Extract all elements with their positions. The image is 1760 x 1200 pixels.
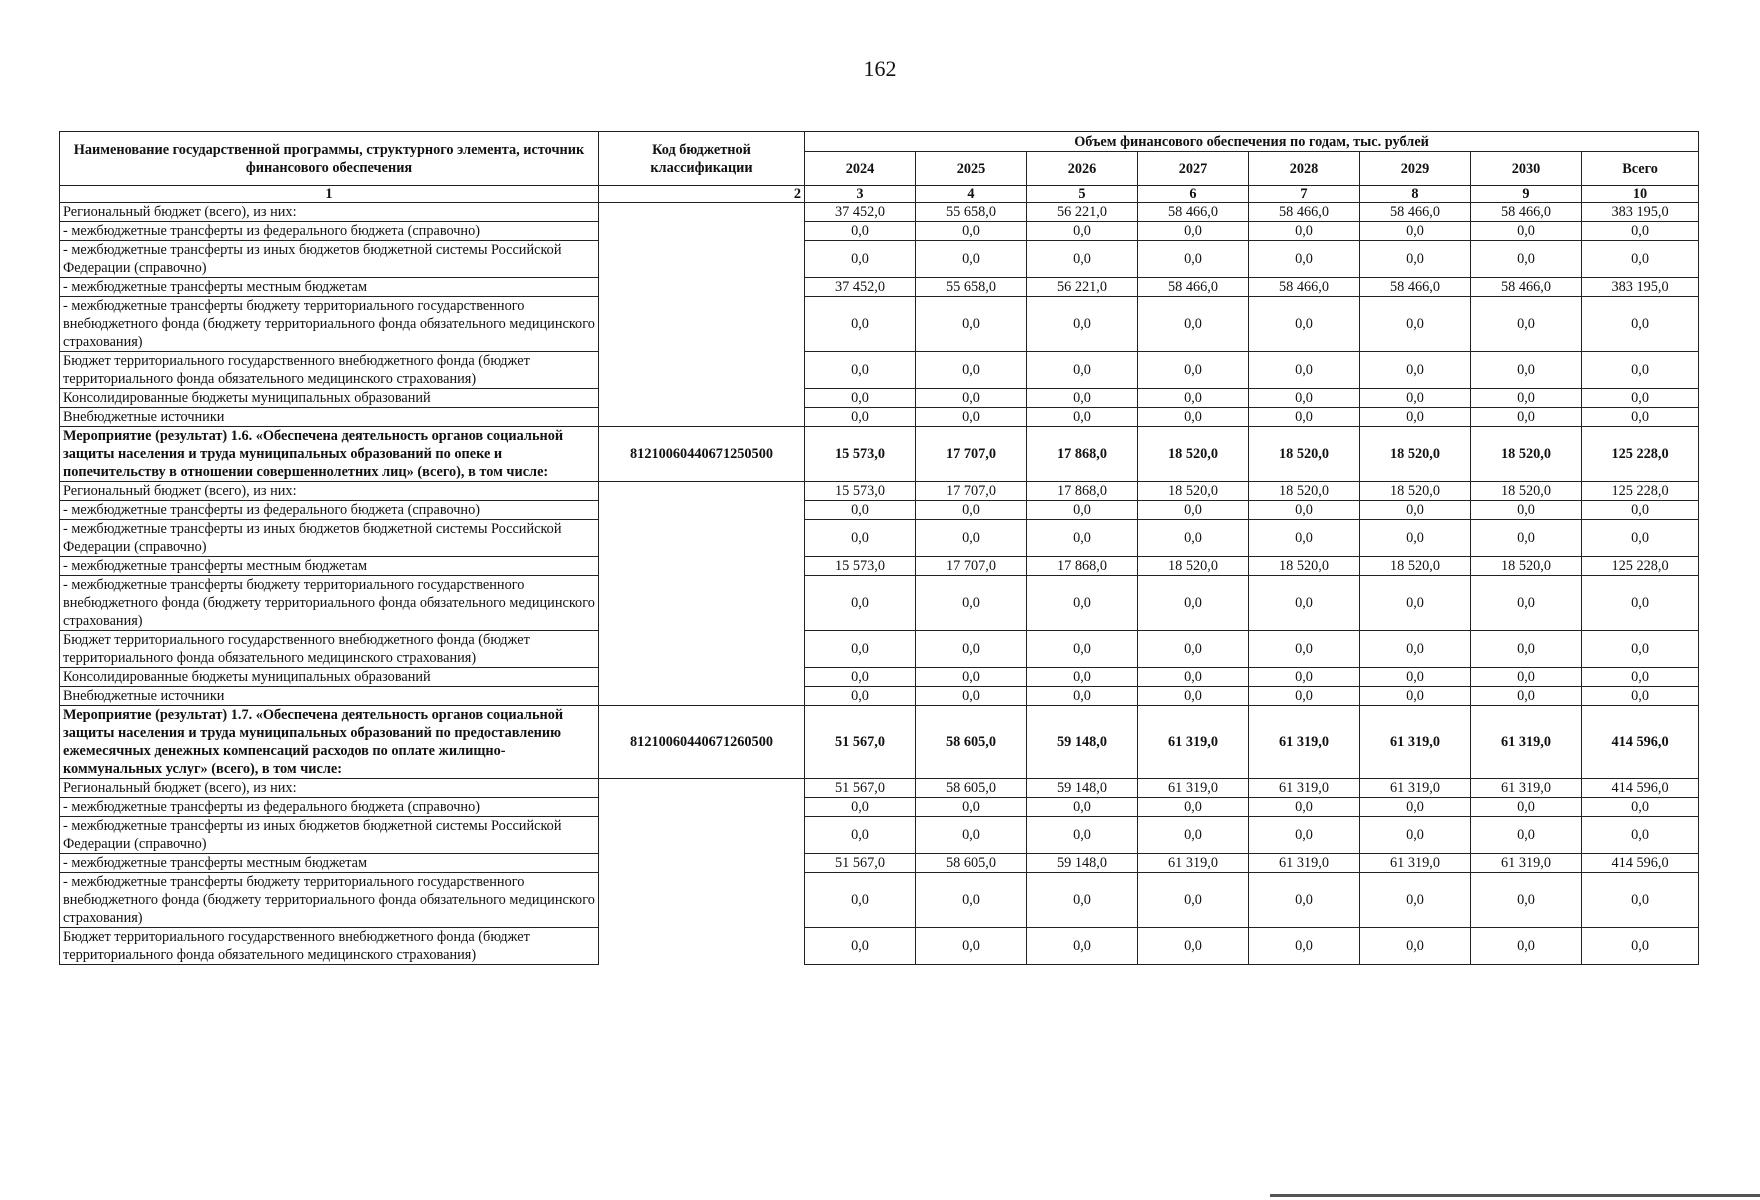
- row-year-value: 0,0: [1027, 297, 1138, 352]
- row-year-value: 0,0: [1471, 873, 1582, 928]
- row-year-value: 0,0: [1471, 687, 1582, 706]
- row-year-value: 0,0: [1471, 817, 1582, 854]
- row-year-value: 51 567,0: [805, 706, 916, 779]
- row-year-value: 61 319,0: [1249, 706, 1360, 779]
- row-year-value: 0,0: [916, 297, 1027, 352]
- table-row: [60, 557, 1699, 576]
- row-year-value: 0,0: [1249, 222, 1360, 241]
- row-total-value: 0,0: [1582, 873, 1699, 928]
- table-row: [60, 798, 1699, 817]
- row-year-value: 58 605,0: [916, 706, 1027, 779]
- row-year-value: 0,0: [1249, 520, 1360, 557]
- row-year-value: 37 452,0: [805, 203, 916, 222]
- row-year-value: 56 221,0: [1027, 203, 1138, 222]
- row-year-value: 0,0: [1027, 873, 1138, 928]
- row-name: Бюджет территориального государственного внебюджетного фонда (бюджет территориального фонда обязательного медицинского страхования): [60, 928, 599, 965]
- row-year-value: 55 658,0: [916, 203, 1027, 222]
- row-year-value: 0,0: [1138, 928, 1249, 965]
- table-row: [60, 501, 1699, 520]
- row-year-value: 0,0: [916, 408, 1027, 427]
- row-code: 81210060440671250500: [599, 427, 805, 482]
- row-year-value: 0,0: [1249, 501, 1360, 520]
- row-year-value: 56 221,0: [1027, 278, 1138, 297]
- row-code: [599, 873, 805, 928]
- page-number: 162: [863, 56, 897, 81]
- row-year-value: 61 319,0: [1360, 779, 1471, 798]
- row-name: Региональный бюджет (всего), из них:: [60, 779, 599, 798]
- row-year-value: 0,0: [1027, 631, 1138, 668]
- row-year-value: 18 520,0: [1138, 427, 1249, 482]
- row-total-value: 0,0: [1582, 389, 1699, 408]
- row-name: - межбюджетные трансферты местным бюджетам: [60, 854, 599, 873]
- row-name: - межбюджетные трансферты местным бюджетам: [60, 557, 599, 576]
- row-name: - межбюджетные трансферты бюджету территориального государственного внебюджетного фонда (бюджету территориального фонда обязательного медицинского страхования): [60, 297, 599, 352]
- row-year-value: 0,0: [1138, 389, 1249, 408]
- row-code: [599, 222, 805, 241]
- row-year-value: 0,0: [1027, 501, 1138, 520]
- table-row: [60, 817, 1699, 854]
- row-year-value: 0,0: [1138, 798, 1249, 817]
- scan-edge-line: [1270, 1194, 1760, 1197]
- row-year-value: 0,0: [1360, 668, 1471, 687]
- row-name: Внебюджетные источники: [60, 408, 599, 427]
- row-year-value: 61 319,0: [1138, 706, 1249, 779]
- row-year-value: 0,0: [1360, 798, 1471, 817]
- table-row: [60, 873, 1699, 928]
- row-total-value: 414 596,0: [1582, 854, 1699, 873]
- row-name: Региональный бюджет (всего), из них:: [60, 203, 599, 222]
- row-code: [599, 241, 805, 278]
- row-code: [599, 482, 805, 501]
- table-row: [60, 668, 1699, 687]
- column-index: 5: [1027, 186, 1138, 203]
- row-year-value: 61 319,0: [1360, 706, 1471, 779]
- row-year-value: 61 319,0: [1471, 854, 1582, 873]
- row-code: [599, 501, 805, 520]
- row-total-value: 414 596,0: [1582, 706, 1699, 779]
- row-year-value: 0,0: [805, 241, 916, 278]
- row-year-value: 17 868,0: [1027, 557, 1138, 576]
- row-year-value: 0,0: [805, 873, 916, 928]
- row-code: [599, 352, 805, 389]
- row-code: [599, 687, 805, 706]
- row-year-value: 0,0: [916, 389, 1027, 408]
- row-total-value: 0,0: [1582, 408, 1699, 427]
- row-year-value: 0,0: [1138, 222, 1249, 241]
- row-year-value: 0,0: [1138, 687, 1249, 706]
- row-year-value: 0,0: [1471, 501, 1582, 520]
- table-row: [60, 482, 1699, 501]
- row-year-value: 58 466,0: [1249, 278, 1360, 297]
- table-row: [60, 631, 1699, 668]
- row-year-value: 18 520,0: [1360, 482, 1471, 501]
- column-index: 3: [805, 186, 916, 203]
- row-year-value: 18 520,0: [1471, 427, 1582, 482]
- row-code: [599, 779, 805, 798]
- table-row: [60, 854, 1699, 873]
- row-year-value: 0,0: [1138, 520, 1249, 557]
- column-index: 9: [1471, 186, 1582, 203]
- row-year-value: 61 319,0: [1471, 706, 1582, 779]
- row-total-value: 125 228,0: [1582, 557, 1699, 576]
- row-year-value: 18 520,0: [1249, 427, 1360, 482]
- row-name: Внебюджетные источники: [60, 687, 599, 706]
- table-row-measure: [60, 706, 1699, 779]
- row-name: Бюджет территориального государственного внебюджетного фонда (бюджет территориального фонда обязательного медицинского страхования): [60, 631, 599, 668]
- row-code: [599, 631, 805, 668]
- row-year-value: 0,0: [916, 576, 1027, 631]
- row-code: [599, 854, 805, 873]
- column-index: 2: [599, 186, 805, 203]
- row-year-value: 0,0: [1027, 668, 1138, 687]
- row-total-value: 0,0: [1582, 297, 1699, 352]
- row-year-value: 0,0: [916, 501, 1027, 520]
- table-row: [60, 389, 1699, 408]
- row-year-value: 0,0: [805, 520, 916, 557]
- row-code: 81210060440671260500: [599, 706, 805, 779]
- row-year-value: 0,0: [1471, 668, 1582, 687]
- row-year-value: 0,0: [1360, 222, 1471, 241]
- row-year-value: 0,0: [1138, 873, 1249, 928]
- row-code: [599, 557, 805, 576]
- row-year-value: 55 658,0: [916, 278, 1027, 297]
- row-total-value: 383 195,0: [1582, 278, 1699, 297]
- row-year-value: 0,0: [805, 687, 916, 706]
- row-year-value: 0,0: [916, 520, 1027, 557]
- row-year-value: 15 573,0: [805, 557, 916, 576]
- row-year-value: 0,0: [1360, 928, 1471, 965]
- row-year-value: 15 573,0: [805, 427, 916, 482]
- row-year-value: 0,0: [1027, 352, 1138, 389]
- row-year-value: 0,0: [805, 297, 916, 352]
- row-total-value: 0,0: [1582, 222, 1699, 241]
- row-name: Мероприятие (результат) 1.6. «Обеспечена деятельность органов социальной защиты населения и труда муниципальных образований по опеке и попечительству в отношении совершеннолетних лиц» (всего), в том числе:: [60, 427, 599, 482]
- row-year-value: 18 520,0: [1138, 557, 1249, 576]
- row-total-value: 125 228,0: [1582, 427, 1699, 482]
- row-total-value: 383 195,0: [1582, 203, 1699, 222]
- row-year-value: 18 520,0: [1249, 482, 1360, 501]
- row-year-value: 0,0: [1138, 668, 1249, 687]
- row-year-value: 0,0: [805, 576, 916, 631]
- budget-table: [59, 131, 1699, 965]
- row-year-value: 0,0: [1027, 798, 1138, 817]
- row-year-value: 58 466,0: [1138, 203, 1249, 222]
- row-year-value: 0,0: [805, 222, 916, 241]
- row-year-value: 0,0: [805, 389, 916, 408]
- row-name: - межбюджетные трансферты из иных бюджетов бюджетной системы Российской Федерации (справочно): [60, 241, 599, 278]
- row-year-value: 0,0: [1471, 576, 1582, 631]
- row-code: [599, 668, 805, 687]
- table-row: [60, 297, 1699, 352]
- header-name: Наименование государственной программы, структурного элемента, источник финансового обеспечения: [60, 132, 599, 186]
- row-code: [599, 520, 805, 557]
- table-row-measure: [60, 427, 1699, 482]
- row-year-value: 17 868,0: [1027, 482, 1138, 501]
- row-year-value: 0,0: [916, 873, 1027, 928]
- table-row: [60, 222, 1699, 241]
- table-row: [60, 576, 1699, 631]
- row-year-value: 0,0: [916, 668, 1027, 687]
- row-total-value: 0,0: [1582, 798, 1699, 817]
- row-total-value: 0,0: [1582, 928, 1699, 965]
- row-year-value: 0,0: [916, 928, 1027, 965]
- row-total-value: 0,0: [1582, 817, 1699, 854]
- row-year-value: 0,0: [1471, 222, 1582, 241]
- row-code: [599, 278, 805, 297]
- row-year-value: 0,0: [1471, 928, 1582, 965]
- row-year-value: 0,0: [1249, 241, 1360, 278]
- row-year-value: 0,0: [1027, 687, 1138, 706]
- row-code: [599, 798, 805, 817]
- row-year-value: 0,0: [1471, 798, 1582, 817]
- row-year-value: 0,0: [1249, 631, 1360, 668]
- row-year-value: 58 605,0: [916, 779, 1027, 798]
- row-year-value: 0,0: [1249, 576, 1360, 631]
- row-year-value: 0,0: [1249, 352, 1360, 389]
- table-row: [60, 203, 1699, 222]
- row-name: Бюджет территориального государственного внебюджетного фонда (бюджет территориального фонда обязательного медицинского страхования): [60, 352, 599, 389]
- row-year-value: 0,0: [1360, 389, 1471, 408]
- row-year-value: 0,0: [1249, 297, 1360, 352]
- row-name: - межбюджетные трансферты из федерального бюджета (справочно): [60, 501, 599, 520]
- row-year-value: 61 319,0: [1138, 854, 1249, 873]
- row-year-value: 59 148,0: [1027, 779, 1138, 798]
- row-year-value: 0,0: [805, 817, 916, 854]
- row-year-value: 0,0: [1027, 520, 1138, 557]
- header-code: Код бюджетной классификации: [599, 132, 805, 186]
- row-year-value: 0,0: [1027, 222, 1138, 241]
- row-year-value: 0,0: [1360, 352, 1471, 389]
- row-year-value: 0,0: [1471, 389, 1582, 408]
- row-year-value: 51 567,0: [805, 854, 916, 873]
- row-year-value: 0,0: [916, 687, 1027, 706]
- row-year-value: 0,0: [1471, 631, 1582, 668]
- row-name: - межбюджетные трансферты из иных бюджетов бюджетной системы Российской Федерации (справочно): [60, 817, 599, 854]
- row-year-value: 0,0: [805, 352, 916, 389]
- row-year-value: 0,0: [1249, 873, 1360, 928]
- row-year-value: 0,0: [1027, 389, 1138, 408]
- column-index: 7: [1249, 186, 1360, 203]
- row-year-value: 61 319,0: [1360, 854, 1471, 873]
- table-row: [60, 352, 1699, 389]
- row-year-value: 61 319,0: [1249, 779, 1360, 798]
- row-total-value: 0,0: [1582, 352, 1699, 389]
- row-code: [599, 203, 805, 222]
- row-name: Мероприятие (результат) 1.7. «Обеспечена деятельность органов социальной защиты населения и труда муниципальных образований по предоставлению ежемесячных денежных компенсаций расходов по оплате жилищно-коммунальных услуг» (всего), в том числе:: [60, 706, 599, 779]
- row-year-value: 0,0: [1471, 520, 1582, 557]
- row-year-value: 0,0: [1138, 576, 1249, 631]
- row-year-value: 0,0: [1249, 408, 1360, 427]
- row-total-value: 0,0: [1582, 501, 1699, 520]
- row-name: Консолидированные бюджеты муниципальных образований: [60, 389, 599, 408]
- column-index: 8: [1360, 186, 1471, 203]
- row-year-value: 17 868,0: [1027, 427, 1138, 482]
- header-year: 2025: [916, 152, 1027, 186]
- column-index: 4: [916, 186, 1027, 203]
- row-year-value: 0,0: [1249, 817, 1360, 854]
- table-row: [60, 520, 1699, 557]
- row-year-value: 58 466,0: [1471, 278, 1582, 297]
- row-total-value: 125 228,0: [1582, 482, 1699, 501]
- table-header: [60, 132, 1699, 203]
- column-index: 10: [1582, 186, 1699, 203]
- row-year-value: 61 319,0: [1138, 779, 1249, 798]
- row-code: [599, 817, 805, 854]
- row-year-value: 15 573,0: [805, 482, 916, 501]
- row-year-value: 0,0: [805, 798, 916, 817]
- table-row: [60, 687, 1699, 706]
- row-year-value: 61 319,0: [1249, 854, 1360, 873]
- row-total-value: 0,0: [1582, 631, 1699, 668]
- row-year-value: 0,0: [805, 501, 916, 520]
- table-row: [60, 408, 1699, 427]
- row-year-value: 37 452,0: [805, 278, 916, 297]
- row-year-value: 0,0: [1360, 501, 1471, 520]
- row-year-value: 0,0: [1360, 687, 1471, 706]
- row-year-value: 0,0: [1471, 408, 1582, 427]
- row-year-value: 0,0: [1360, 408, 1471, 427]
- row-name: - межбюджетные трансферты бюджету территориального государственного внебюджетного фонда (бюджету территориального фонда обязательного медицинского страхования): [60, 873, 599, 928]
- row-year-value: 17 707,0: [916, 482, 1027, 501]
- row-name: Консолидированные бюджеты муниципальных образований: [60, 668, 599, 687]
- row-year-value: 0,0: [805, 631, 916, 668]
- row-year-value: 18 520,0: [1138, 482, 1249, 501]
- row-year-value: 0,0: [1360, 576, 1471, 631]
- row-year-value: 0,0: [1138, 241, 1249, 278]
- row-year-value: 58 466,0: [1360, 203, 1471, 222]
- row-year-value: 18 520,0: [1471, 557, 1582, 576]
- row-year-value: 0,0: [1138, 352, 1249, 389]
- row-year-value: 0,0: [1027, 817, 1138, 854]
- row-year-value: 0,0: [805, 928, 916, 965]
- row-total-value: 0,0: [1582, 576, 1699, 631]
- row-name: - межбюджетные трансферты из иных бюджетов бюджетной системы Российской Федерации (справочно): [60, 520, 599, 557]
- row-year-value: 18 520,0: [1360, 557, 1471, 576]
- row-code: [599, 928, 805, 965]
- row-total-value: 0,0: [1582, 520, 1699, 557]
- row-year-value: 0,0: [1249, 389, 1360, 408]
- row-year-value: 58 605,0: [916, 854, 1027, 873]
- header-volume: Объем финансового обеспечения по годам, тыс. рублей: [805, 132, 1699, 152]
- row-year-value: 0,0: [1360, 241, 1471, 278]
- row-year-value: 0,0: [916, 631, 1027, 668]
- row-code: [599, 389, 805, 408]
- row-year-value: 0,0: [1360, 520, 1471, 557]
- row-code: [599, 297, 805, 352]
- column-index: 1: [60, 186, 599, 203]
- row-year-value: 0,0: [1027, 408, 1138, 427]
- row-year-value: 0,0: [916, 352, 1027, 389]
- header-year: 2024: [805, 152, 916, 186]
- row-year-value: 0,0: [1471, 241, 1582, 278]
- row-year-value: 0,0: [1360, 631, 1471, 668]
- header-year: 2030: [1471, 152, 1582, 186]
- row-year-value: 0,0: [1471, 297, 1582, 352]
- row-year-value: 0,0: [1360, 817, 1471, 854]
- row-total-value: 0,0: [1582, 668, 1699, 687]
- row-name: Региональный бюджет (всего), из них:: [60, 482, 599, 501]
- row-year-value: 0,0: [1360, 873, 1471, 928]
- header-year: 2027: [1138, 152, 1249, 186]
- row-year-value: 0,0: [1249, 687, 1360, 706]
- row-total-value: 414 596,0: [1582, 779, 1699, 798]
- row-year-value: 0,0: [916, 798, 1027, 817]
- table-row: [60, 779, 1699, 798]
- row-total-value: 0,0: [1582, 687, 1699, 706]
- table-row: [60, 278, 1699, 297]
- row-year-value: 0,0: [1027, 241, 1138, 278]
- row-year-value: 61 319,0: [1471, 779, 1582, 798]
- row-year-value: 0,0: [916, 222, 1027, 241]
- row-year-value: 0,0: [1138, 501, 1249, 520]
- row-year-value: 0,0: [1471, 352, 1582, 389]
- row-total-value: 0,0: [1582, 241, 1699, 278]
- row-year-value: 59 148,0: [1027, 706, 1138, 779]
- row-year-value: 17 707,0: [916, 427, 1027, 482]
- row-year-value: 59 148,0: [1027, 854, 1138, 873]
- row-year-value: 0,0: [1138, 408, 1249, 427]
- row-year-value: 58 466,0: [1471, 203, 1582, 222]
- row-year-value: 51 567,0: [805, 779, 916, 798]
- row-year-value: 0,0: [1027, 576, 1138, 631]
- row-year-value: 58 466,0: [1360, 278, 1471, 297]
- row-name: - межбюджетные трансферты местным бюджетам: [60, 278, 599, 297]
- row-year-value: 0,0: [1138, 817, 1249, 854]
- header-year: 2029: [1360, 152, 1471, 186]
- row-year-value: 0,0: [1360, 297, 1471, 352]
- row-name: - межбюджетные трансферты из федерального бюджета (справочно): [60, 798, 599, 817]
- row-year-value: 17 707,0: [916, 557, 1027, 576]
- row-year-value: 58 466,0: [1138, 278, 1249, 297]
- row-year-value: 0,0: [805, 408, 916, 427]
- row-year-value: 0,0: [1027, 928, 1138, 965]
- table-row: [60, 928, 1699, 965]
- row-name: - межбюджетные трансферты бюджету территориального государственного внебюджетного фонда (бюджету территориального фонда обязательного медицинского страхования): [60, 576, 599, 631]
- row-year-value: 0,0: [916, 817, 1027, 854]
- table-row: [60, 241, 1699, 278]
- row-year-value: 0,0: [1249, 668, 1360, 687]
- row-year-value: 0,0: [1249, 928, 1360, 965]
- row-year-value: 18 520,0: [1249, 557, 1360, 576]
- header-year: 2028: [1249, 152, 1360, 186]
- row-year-value: 0,0: [916, 241, 1027, 278]
- row-year-value: 18 520,0: [1360, 427, 1471, 482]
- table-body: [60, 203, 1699, 965]
- row-year-value: 18 520,0: [1471, 482, 1582, 501]
- row-code: [599, 408, 805, 427]
- row-name: - межбюджетные трансферты из федерального бюджета (справочно): [60, 222, 599, 241]
- row-year-value: 58 466,0: [1249, 203, 1360, 222]
- row-year-value: 0,0: [1138, 631, 1249, 668]
- row-year-value: 0,0: [805, 668, 916, 687]
- row-year-value: 0,0: [1138, 297, 1249, 352]
- row-code: [599, 576, 805, 631]
- row-year-value: 0,0: [1249, 798, 1360, 817]
- header-total: Всего: [1582, 152, 1699, 186]
- column-index: 6: [1138, 186, 1249, 203]
- header-year: 2026: [1027, 152, 1138, 186]
